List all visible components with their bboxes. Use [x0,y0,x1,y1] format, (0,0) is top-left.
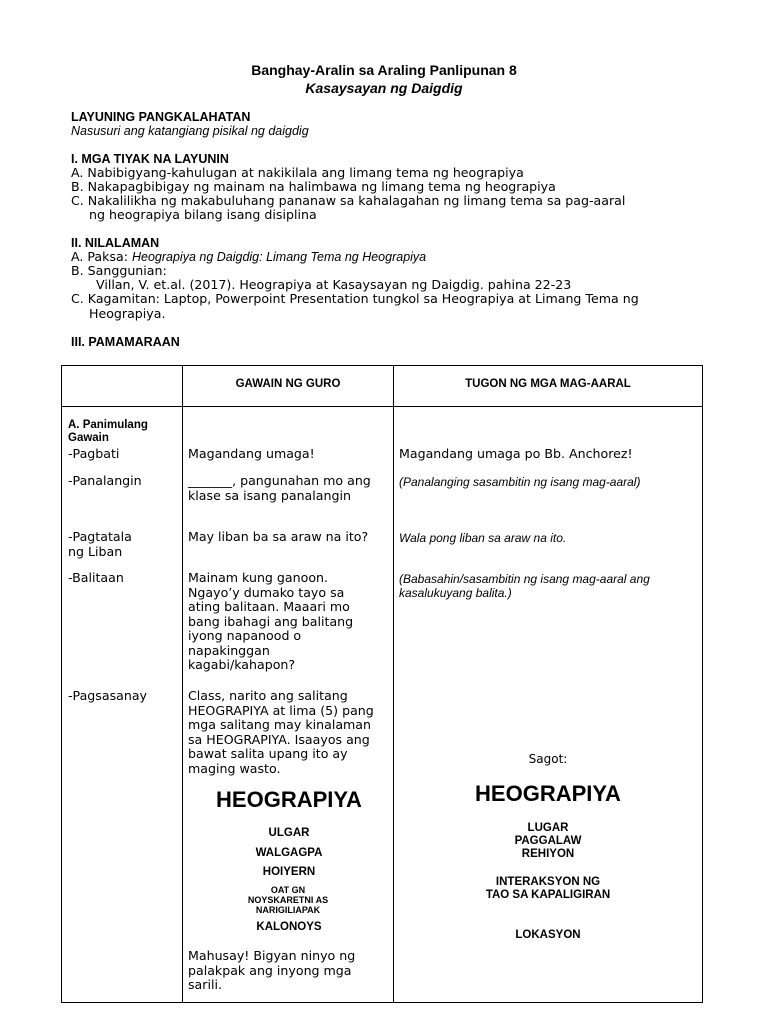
layunin-text: Nasusuri ang katangiang pisikal ng daigdig [71,124,309,138]
answer-group: LUGAR PAGGALAW REHIYON [514,822,582,860]
sagot-label: Sagot: [528,752,568,766]
header-divider [62,406,702,407]
document-subtitle: Kasaysayan ng Daigdig [305,80,463,96]
tugon-pagtatala: Wala pong liban sa araw na ito. [399,531,567,545]
tiyak-heading: I. MGA TIYAK NA LAYUNIN [71,152,229,166]
paksa-label: A. Paksa: [71,249,132,264]
sanggunian-value: Villan, V. et.al. (2017). Heograpiya at Kasaysayan ng Daigdig. pahina 22-23 [96,277,572,292]
row-label-pagbati: -Pagbati [68,446,120,461]
pamamaraan-table [61,365,703,1003]
nilalaman-heading: II. NILALAMAN [71,236,160,250]
sanggunian-label: B. Sanggunian: [71,263,167,278]
guro-balitaan: Mainam kung ganoon. Ngayo’y dumako tayo sa ating balitaan. Maaari mo bang ibahagi ang balitang iyong napanood o napakinggan kagabi/kahapon? [188,570,354,672]
pamamaraan-heading: III. PAMAMARAAN [71,335,180,349]
kagamitan-line1: C. Kagamitan: Laptop, Powerpoint Presentation tungkol sa Heograpiya at Limang Tema ng [71,291,639,306]
kagamitan-line2: Heograpiya. [89,306,166,321]
row-label-pagtatala: -Pagtatala ng Liban [68,529,132,559]
tugon-balitaan: (Babasahin/sasambitin ng isang mag-aaral ang kasalukuyang balita.) [399,572,650,600]
row-label-balitaan: -Balitaan [68,570,124,585]
header-gawain-ng-guro: GAWAIN NG GURO [235,378,341,390]
tiyak-item-c-cont: ng heograpiya bilang isang disiplina [89,207,317,222]
tiyak-item-a: A. Nabibigyang-kahulugan at nakikilala ang limang tema ng heograpiya [71,165,524,180]
guro-pagtatala: May liban ba sa araw na ito? [188,529,369,544]
guro-panalangin: _______, pangunahan mo ang klase sa isang panalangin [188,473,371,503]
tugon-panalangin: (Panalanging sasambitin ng isang mag-aaral) [399,475,641,489]
row-label-pagsasanay: -Pagsasanay [68,688,147,703]
guro-pagbati: Magandang umaga! [188,446,315,461]
scrambled-word: KALONOYS [256,921,322,933]
column-divider [182,366,183,1002]
column-divider [393,366,394,1002]
header-tugon-ng-mag-aaral: TUGON NG MGA MAG-AARAL [465,378,631,390]
answer-word: LOKASYON [515,929,581,941]
scrambled-word: WALGAGPA [255,847,323,859]
answer-group: INTERAKSYON NG TAO SA KAPALIGIRAN [485,876,611,901]
document-title: Banghay-Aralin sa Araling Panlipunan 8 [251,62,517,78]
tugon-pagbati: Magandang umaga po Bb. Anchorez! [399,446,633,461]
row-label-panalangin: -Panalangin [68,473,142,488]
guro-heograpiya-word: HEOGRAPIYA [216,787,362,812]
tiyak-item-c: C. Nakalilikha ng makabuluhang pananaw sa kahalagahan ng limang tema sa pag-aaral [71,193,626,208]
scrambled-word: ULGAR [268,827,310,839]
paksa-value: Heograpiya ng Daigdig: Limang Tema ng Heograpiya [131,250,427,264]
tiyak-item-b: B. Nakapagbibigay ng mainam na halimbawa ng limang tema ng heograpiya [71,179,556,194]
scrambled-phrase: OAT GN NOYSKARETNI AS NARIGILIAPAK [247,885,329,915]
guro-pagsasanay: Class, narito ang salitang HEOGRAPIYA at lima (5) pang mga salitang may kinalaman sa HEOGRAPIYA. Isaayos ang bawat salita upang ito ay maging wasto. [188,688,374,776]
section-panimulang-gawain: A. Panimulang Gawain [68,419,148,444]
guro-pagsasanay-closing: Mahusay! Bigyan ninyo ng palakpak ang inyong mga sarili. [188,948,356,992]
layunin-heading: LAYUNING PANGKALAHATAN [71,110,251,124]
scrambled-word: HOIYERN [262,866,316,878]
tugon-heograpiya-word: HEOGRAPIYA [475,781,621,806]
